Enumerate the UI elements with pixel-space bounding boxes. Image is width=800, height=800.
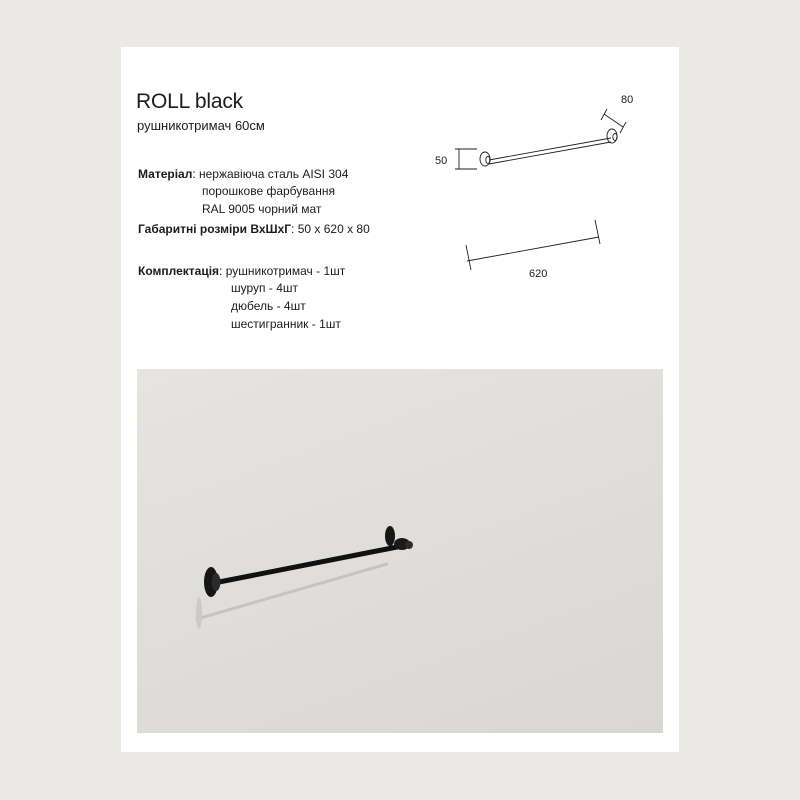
kit-item-2: шуруп - 4шт [231, 281, 298, 295]
dim-width-tick-right [595, 220, 600, 244]
product-title: ROLL black [136, 90, 243, 113]
dimensions-value: 50 х 620 х 80 [297, 222, 370, 236]
right-mount-photo [385, 526, 395, 546]
material-line-2: порошкове фарбування [202, 184, 335, 198]
product-subtitle: рушникотримач 60см [137, 118, 265, 133]
bar-line-bottom [489, 142, 611, 164]
kit-item-1: рушникотримач - 1шт [225, 264, 346, 278]
dim-depth-tick-left [601, 109, 607, 120]
bar-line-top [489, 138, 611, 160]
dimensions-row: Габаритні розміри ВхШхГ: 50 х 620 х 80 [138, 222, 370, 236]
dim-depth-label: 80 [621, 94, 634, 106]
dim-width-tick-left [466, 245, 471, 270]
dim-depth-tick-right [620, 122, 626, 133]
material-row: Матеріал: нержавіюча сталь AISI 304 [138, 167, 349, 181]
dim-height-label: 50 [435, 155, 448, 167]
product-photo [137, 369, 663, 733]
kit-item-3: дюбель - 4шт [231, 299, 306, 313]
product-sheet [121, 47, 679, 752]
kit-item-4: шестигранник - 1шт [231, 317, 341, 331]
towel-bar-illustration [137, 369, 663, 733]
bar [219, 547, 397, 582]
dim-width-label: 620 [529, 268, 548, 280]
kit-label: Комплектація [138, 264, 220, 278]
material-line-1: нержавіюча сталь AISI 304 [199, 167, 349, 181]
material-label: Матеріал [138, 167, 193, 181]
dim-width-line [467, 237, 599, 261]
technical-drawing [411, 87, 651, 280]
material-line-3: RAL 9005 чорний мат [202, 202, 322, 216]
dim-depth-line [604, 114, 623, 127]
dimensions-label: Габаритні розміри ВхШхГ [138, 222, 292, 236]
kit-row: Комплектація: рушникотримач - 1шт [138, 264, 346, 278]
